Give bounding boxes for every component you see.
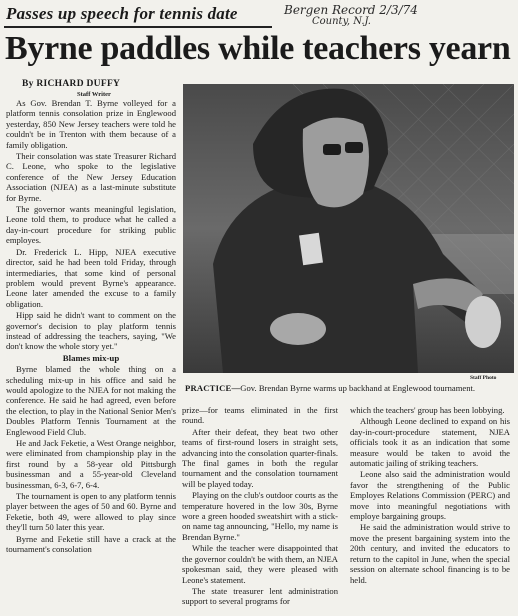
caption-lead: PRACTICE— [185, 383, 241, 393]
paragraph: He and Jack Feketie, a West Orange neighbor, were eliminated from championship play in the first round by a 58-year old Pittsburgh businessman and a 55-year-old Cleveland businessman, 6-3, 6-7, 6-4. [6, 438, 176, 490]
paragraph: prize—for teams eliminated in the first round. [182, 405, 338, 426]
paragraph: While the teacher were disappointed that the governor couldn't be with them, an NJEA spokesman said, they were pleased with Leone's statement. [182, 543, 338, 585]
subhead: Blames mix-up [62, 352, 120, 363]
paragraph: Leone also said the administration would favor the strengthening of the Public Employes Relations Commission (PERC) and move into meaningful negotiations with employe bargaining groups. [350, 469, 510, 522]
kicker-headline: Passes up speech for tennis date [6, 4, 238, 23]
paragraph: The tournament is open to any platform tennis player between the ages of 50 and 60. Byrne and Feketie, both 49, were allowed to play since they'll turn 50 later this year. [6, 491, 176, 533]
paragraph: As Gov. Brendan T. Byrne volleyed for a platform tennis consolation prize in Englewood yesterday, 850 New Jersey teachers were told he couldn't be in Trenton with them because of a family obligation. [6, 98, 176, 150]
handwritten-location-note: County, N.J. [312, 16, 371, 27]
paragraph: The governor wants meaningful legislation, Leone told them, to produce what he called a day-in-court procedure for striking public employes. [6, 204, 176, 246]
byline-title: Staff Writer [77, 91, 111, 98]
handwritten-source-note: Bergen Record 2/3/74 [284, 3, 418, 17]
article-column-3 [350, 405, 510, 586]
paragraph: Their consolation was state Treasurer Richard C. Leone, who spoke to the legislative conference of the New Jersey Education Association (NJEA) as a last-minute substitute for Byrne. [6, 151, 176, 203]
paragraph: The state treasurer lent administration support to several programs for [182, 585, 338, 607]
paragraph: Although Leone declined to expand on his day-in-court-procedure statement, NJEA officials took it as an indication that some measure would be taken to avoid the automatic jailing of striking teachers. [350, 416, 510, 469]
news-photo [183, 84, 514, 373]
article-column-1 [6, 98, 176, 555]
photo-caption [185, 383, 515, 393]
caption-text: Gov. Brendan Byrne warms up backhand at Englewood tournament. [240, 383, 476, 393]
article-column-2 [182, 405, 338, 608]
paragraph: Hipp said he didn't want to comment on the governor's decision to play platform tennis instead of addressing the teachers, saying, "We don't know the whole story yet." [6, 310, 176, 352]
photo-illustration [183, 84, 514, 373]
photo-credit: Staff Photo [470, 375, 497, 381]
paragraph: He said the administration would strive to move the present bargaining system into the 20th century, and invited the educators to return to the capitol in June, when the special session on alternate school financing is to be held. [350, 522, 510, 585]
paragraph: Dr. Frederick L. Hipp, NJEA executive director, said he had been told Friday, through intermediaries, that some kind of personal problem would prevent Byrne's appearance. Leone later amended the excuse to a family obligation. [6, 246, 176, 309]
paragraph: Playing on the club's outdoor courts as the temperature hovered in the low 30s, Byrne wore a green hooded sweatshirt with a stick-on name tag announcing, "Hello, my name is Brendan Byrne." [182, 490, 338, 542]
paragraph: Byrne and Feketie still have a crack at the tournament's consolation [6, 533, 176, 555]
kicker-rule [4, 26, 272, 28]
headline: Byrne paddles while teachers yearn [5, 30, 511, 67]
paragraph: Byrne blamed the whole thing on a scheduling mix-up in his office and said he would apologize to the NJEA for not making the conference. He said he had agreed, even before the election, to play in the National Senior Men's Doubles Platform Tennis Tournament at the Englewood Field Club. [6, 364, 176, 437]
byline: By RICHARD DUFFY [22, 79, 121, 89]
paragraph: After their defeat, they beat two other teams of first-round losers in straight sets, advancing into the consolation quarter-finals. The final games in both the regular tournament and the consolation tournament will be played today. [182, 426, 338, 489]
paragraph: which the teachers' group has been lobbying. [350, 405, 505, 415]
